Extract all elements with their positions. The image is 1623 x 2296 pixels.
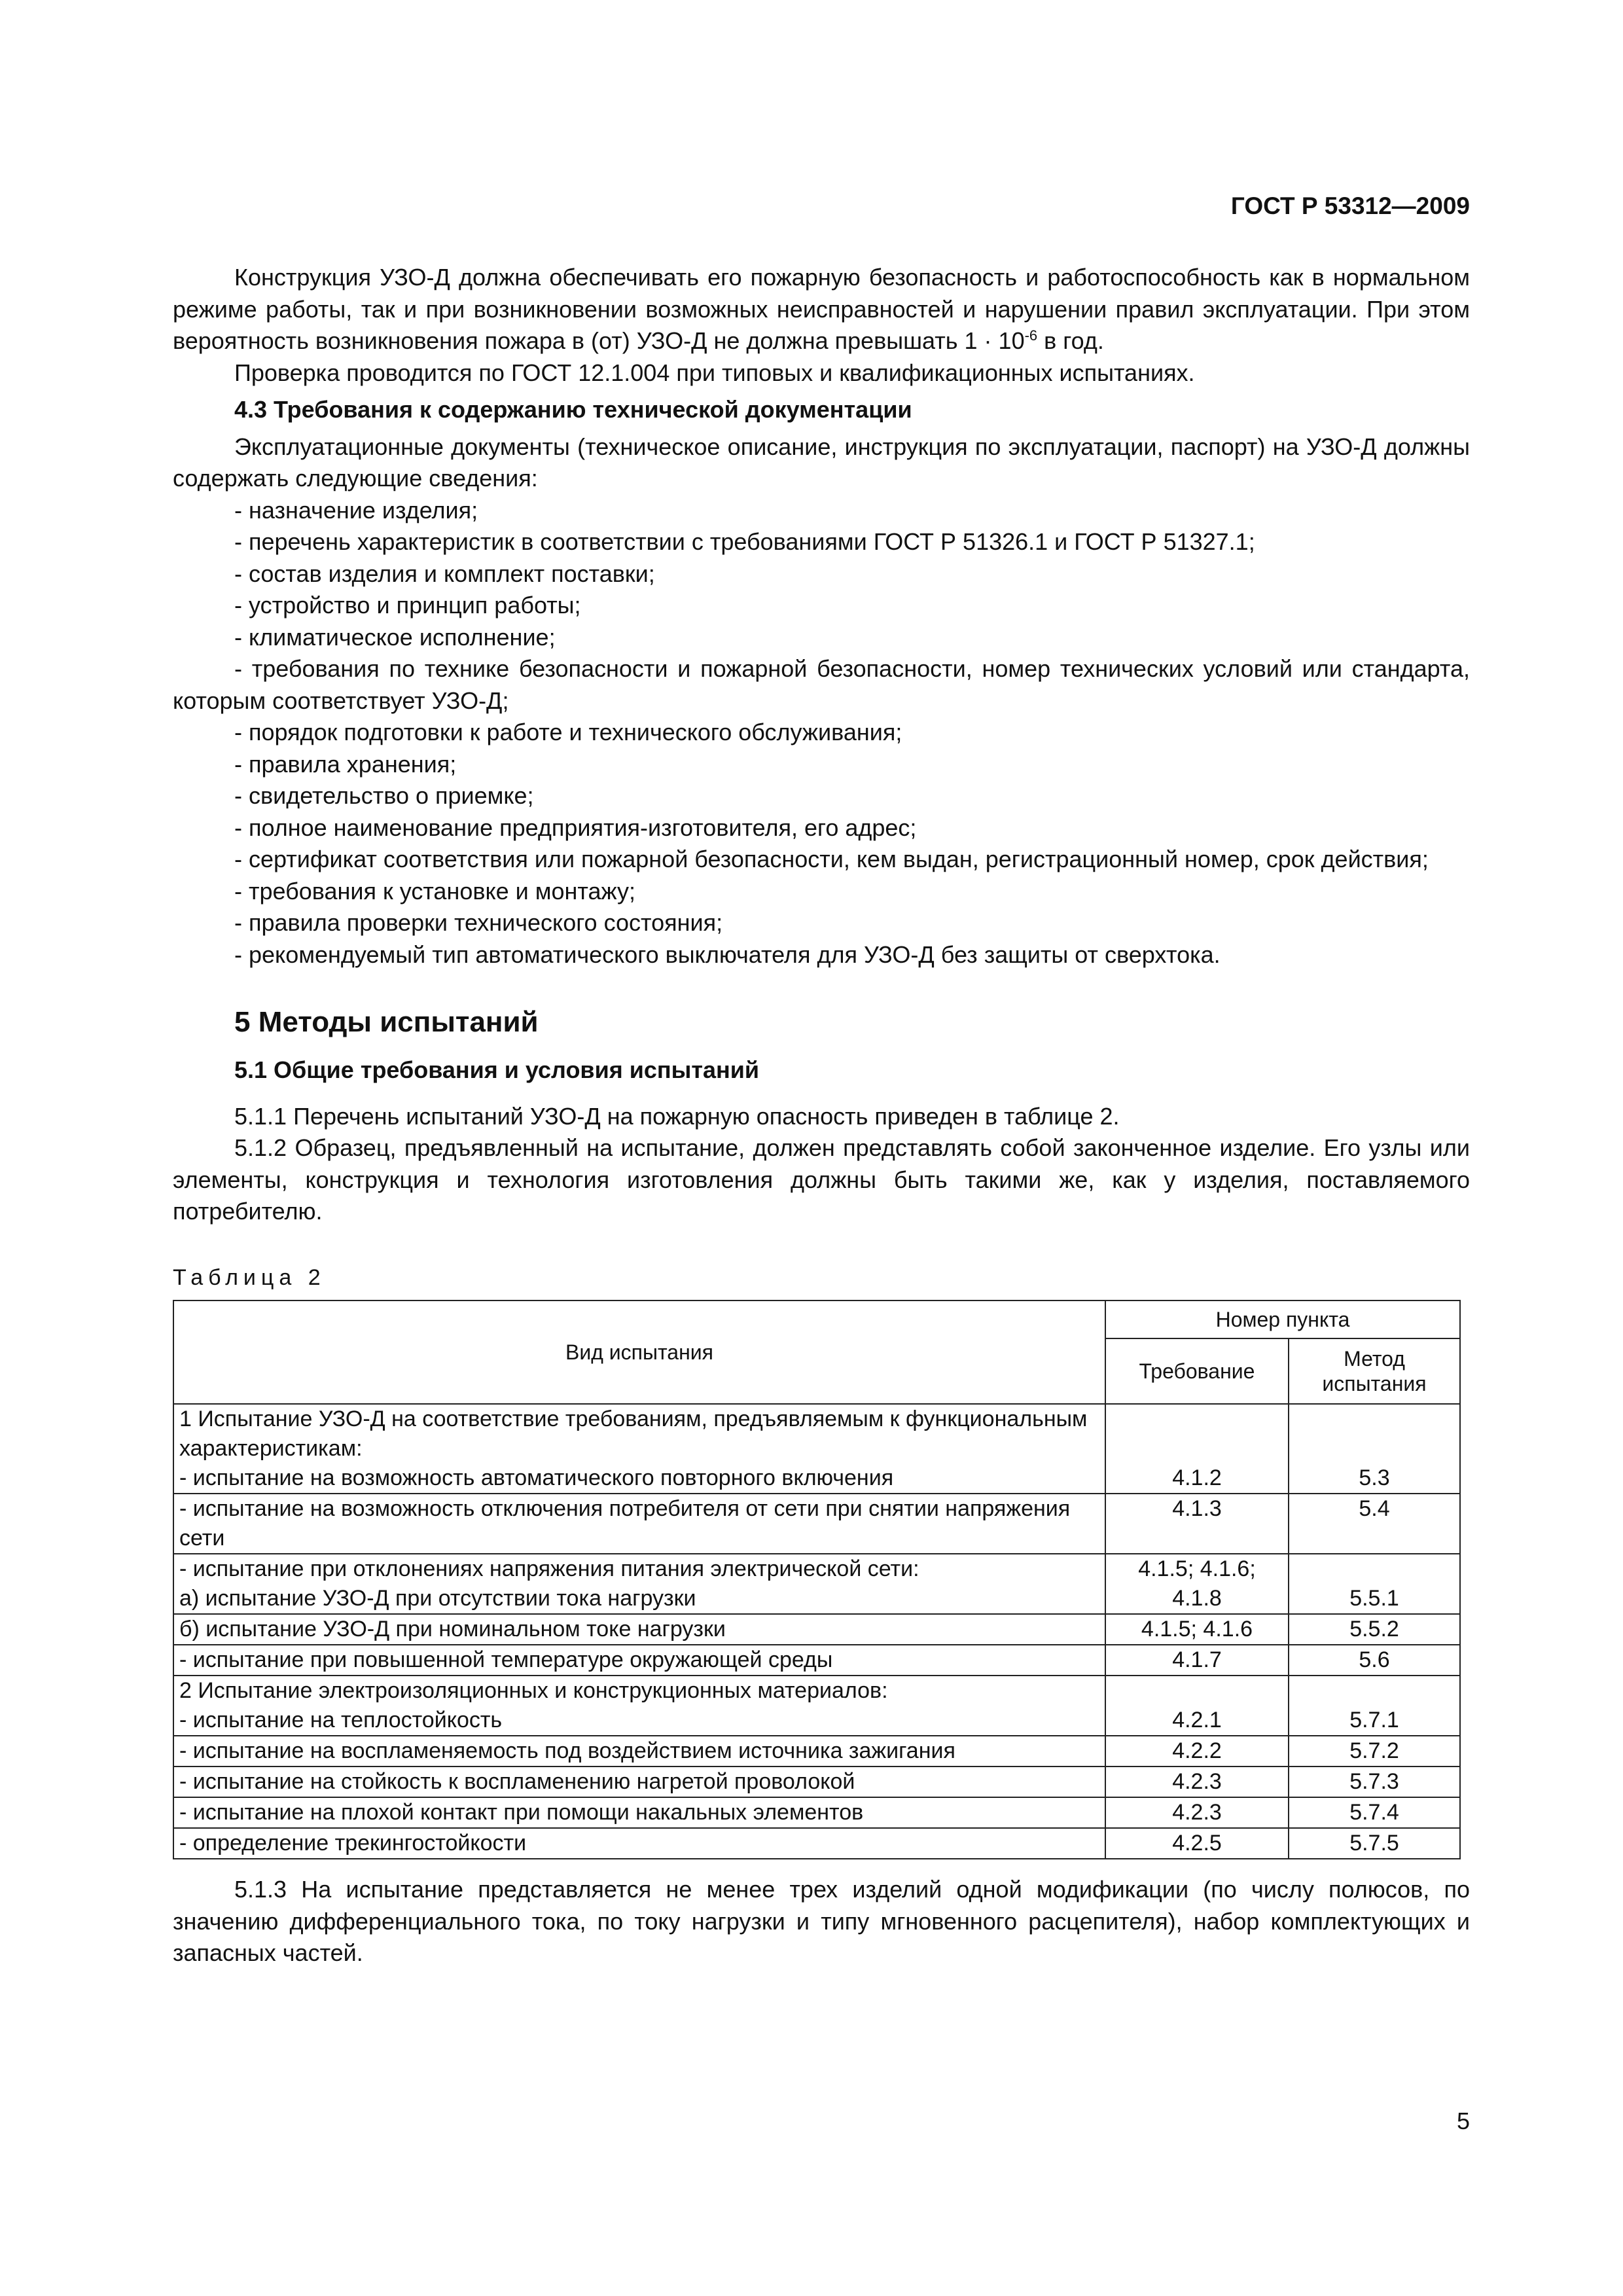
method-cell: 5.7.2 [1289, 1736, 1460, 1767]
method-cell: 5.7.4 [1289, 1797, 1460, 1828]
header-requirement: Требование [1105, 1338, 1289, 1404]
method-cell: 5.3 [1289, 1404, 1460, 1494]
method-cell: 5.5.1 [1289, 1554, 1460, 1614]
test-description: - испытание на стойкость к воспламенению нагретой проволокой [173, 1767, 1105, 1797]
test-description: - испытание на плохой контакт при помощи накальных элементов [173, 1797, 1105, 1828]
method-cell: 5.5.2 [1289, 1614, 1460, 1645]
test-description: б) испытание УЗО-Д при номинальном токе нагрузки [173, 1614, 1105, 1645]
list-item: - устройство и принцип работы; [234, 592, 581, 619]
table-row [173, 1554, 1460, 1614]
requirement-cell: 4.2.5 [1105, 1828, 1289, 1859]
table-row [173, 1736, 1460, 1767]
table-row [173, 1614, 1460, 1645]
document-id-header: ГОСТ Р 53312—2009 [1230, 192, 1470, 219]
table-row [173, 1828, 1460, 1859]
table-row [173, 1404, 1460, 1494]
table-body [173, 1404, 1460, 1859]
list-item: - полное наименование предприятия-изготовителя, его адрес; [234, 814, 917, 841]
list-item: - состав изделия и комплект поставки; [234, 560, 655, 587]
requirement-cell: 4.1.7 [1105, 1645, 1289, 1676]
list-item: - рекомендуемый тип автоматического выключателя для УЗО-Д без защиты от сверхтока. [234, 941, 1221, 968]
test-description: - испытание при повышенной температуре окружающей среды [173, 1645, 1105, 1676]
section-5-title: 5 Методы испытаний [234, 1006, 539, 1038]
section-5-1-title: 5.1 Общие требования и условия испытаний [234, 1056, 760, 1083]
requirement-cell: 4.1.3 [1105, 1494, 1289, 1554]
document-body [173, 262, 1470, 1969]
test-description: - испытание при отклонениях напряжения питания электрической сети: а) испытание УЗО-Д при отсутствии тока нагрузки [173, 1554, 1105, 1614]
requirements-list [173, 495, 1470, 971]
table-caption: Таблица 2 [173, 1265, 326, 1290]
test-description: 2 Испытание электроизоляционных и конструкционных материалов: - испытание на теплостойкость [173, 1676, 1105, 1736]
paragraph-design: Конструкция УЗО-Д должна обеспечивать его пожарную безопасность и работоспособность как в нормальном режиме работы, так и при возникновении возможных неисправностей и нарушении правил эксплуатации. При этом вероятность возникновения пожара в (от) УЗО-Д не должна превышать $1 \cdot 10^{-6}$ в год. [173, 264, 1470, 354]
requirement-cell: 4.2.1 [1105, 1676, 1289, 1736]
test-description: - определение трекингостойкости [173, 1828, 1105, 1859]
requirement-cell: 4.2.3 [1105, 1767, 1289, 1797]
paragraph-5-1-3: 5.1.3 На испытание представляется не менее трех изделий одной модификации (по числу полюсов, по значению дифференциального тока, по току нагрузки и типу мгновенного расцепителя), набор комплектующих и запасных частей. [173, 1876, 1470, 1966]
section-4-3-title: 4.3 Требования к содержанию технической документации [234, 396, 912, 423]
list-item: - свидетельство о приемке; [234, 782, 534, 809]
method-cell: 5.7.1 [1289, 1676, 1460, 1736]
header-test-method: Метод испытания [1289, 1338, 1460, 1404]
exponent: -6 [1024, 327, 1038, 344]
list-item: - перечень характеристик в соответствии с требованиями ГОСТ Р 51326.1 и ГОСТ Р 51327.1; [234, 528, 1255, 555]
list-item: - правила хранения; [234, 750, 457, 778]
table-row [173, 1676, 1460, 1736]
header-item-number: Номер пункта [1105, 1300, 1460, 1338]
list-item: - климатическое исполнение; [234, 623, 556, 651]
paragraph-5-1-2: 5.1.2 Образец, предъявленный на испытание, должен представлять собой законченное изделие. Его узлы или элементы, конструкция и технология изготовления должны быть такими же, как у изделия, поставляемого потребителю. [173, 1134, 1470, 1225]
page-number: 5 [1456, 2108, 1470, 2134]
requirement-cell: 4.2.2 [1105, 1736, 1289, 1767]
paragraph-5-1-1: 5.1.1 Перечень испытаний УЗО-Д на пожарную опасность приведен в таблице 2. [234, 1102, 1120, 1130]
list-item: - правила проверки технического состояния; [234, 909, 723, 936]
table-row [173, 1767, 1460, 1797]
test-description: - испытание на воспламеняемость под воздействием источника зажигания [173, 1736, 1105, 1767]
requirement-cell: 4.2.3 [1105, 1797, 1289, 1828]
test-description: 1 Испытание УЗО-Д на соответствие требованиям, предъявляемым к функциональным характеристикам: - испытание на возможность автоматического повторного включения [173, 1404, 1105, 1494]
list-item: - порядок подготовки к работе и технического обслуживания; [234, 719, 902, 745]
paragraph-check: Проверка проводится по ГОСТ 12.1.004 при типовых и квалификационных испытаниях. [234, 359, 1195, 386]
list-item: - сертификат соответствия или пожарной безопасности, кем выдан, регистрационный номер, срок действия; [234, 846, 1429, 872]
requirement-cell: 4.1.5; 4.1.6; 4.1.8 [1105, 1554, 1289, 1614]
tests-table [173, 1300, 1461, 1859]
header-test-type: Вид испытания [173, 1300, 1105, 1404]
requirement-cell: 4.1.5; 4.1.6 [1105, 1614, 1289, 1645]
section-4-3-intro: Эксплуатационные документы (техническое описание, инструкция по эксплуатации, паспорт) на УЗО-Д должны содержать следующие сведения: [173, 433, 1470, 492]
table-row [173, 1645, 1460, 1676]
list-item: - назначение изделия; [234, 496, 478, 524]
method-cell: 5.6 [1289, 1645, 1460, 1676]
test-description: - испытание на возможность отключения потребителя от сети при снятии напряжения сети [173, 1494, 1105, 1554]
method-cell: 5.7.3 [1289, 1767, 1460, 1797]
list-item: - требования по технике безопасности и пожарной безопасности, номер технических условий или стандарта, которым соответствует УЗО-Д; [173, 655, 1470, 714]
list-item: - требования к установке и монтажу; [234, 877, 636, 905]
requirement-cell: 4.1.2 [1105, 1404, 1289, 1494]
method-cell: 5.7.5 [1289, 1828, 1460, 1859]
table-row [173, 1494, 1460, 1554]
table-row [173, 1797, 1460, 1828]
method-cell: 5.4 [1289, 1494, 1460, 1554]
